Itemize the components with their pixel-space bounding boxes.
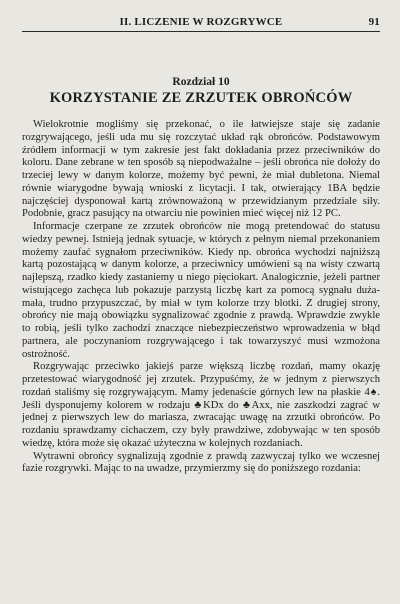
- body-text: [22, 119, 380, 476]
- paragraph: Wytrawni obrońcy sygnalizują zgodnie z prawdą zazwyczaj tylko we wczesnej fazie rozgrywki. Mając to na uwadze, przymierzmy się do poniższego rozdania:: [22, 450, 380, 475]
- running-header: [22, 16, 380, 32]
- paragraph: Informacje czerpane ze zrzutek obrońców nie mogą pretendować do statusu wiedzy pewnej. Istnieją jednak sytuacje, w których z pełnym niemal przekonaniem możemy zaufać sygnałom przeciwników. Kiedy np. obrońca wychodzi najniższą kartą pozostającą w danym kolorze, a przeciwnicy umówieni są na wisty czwartą najlepszą, rzadko kiedy zastaniemy u niego pięciokart. Analogicznie, jeżeli partner wistującego zachęca lub pokazuje parzystą liczbę kart za pomocą sygnału duża-mała, trudno przypuszczać, by miał w tym kolorze trzy blotki. Z drugiej strony, obrońcy nie mają obowiązku sygnalizować zgodnie z prawdą. Wprawdzie zwykle to robią, jeśli tylko zachodzi znaczące niebezpieczeństwo wprowadzenia w błąd partnera, ale poczynaniom rozgrywającego i tak towarzyszyć musi wzmożona ostrożność.: [22, 221, 380, 360]
- chapter-label: Rozdział 10: [172, 76, 230, 88]
- page-number: 91: [368, 16, 380, 28]
- section-title: II. LICZENIE W ROZGRYWCE: [119, 16, 283, 28]
- chapter-title: KORZYSTANIE ZE ZRZUTEK OBROŃCÓW: [49, 90, 353, 106]
- paragraph: Wielokrotnie mogliśmy się przekonać, o ile łatwiejsze staje się zadanie rozgrywającego, jeśli uda mu się rozczytać układ rąk obrońców. Podstawowym źródłem informacji w tym zakresie jest fakt dokładania przez przeciwników do koloru. Dane zebrane w ten sposób są niepodważalne – jeśli obrońca nie dołoży do trzeciej lewy w danym kolorze, możemy być pewni, że miał dubletona. Niemal równie wiarygodne bywają wnioski z licytacji. I tak, otwierający 1BA będzie najczęściej dysponował kartą zrównoważoną w przewidzianym przedziale siły. Podobnie, gracz pasujący na otwarciu nie powinien mieć więcej niż 12 PC.: [22, 119, 380, 220]
- paragraph: Rozgrywając przeciwko jakiejś parze większą liczbę rozdań, mamy okazję przetestować wiarygodność jej zrzutek. Przypuśćmy, że w jednym z pierwszych rozdań staliśmy się rozgrywającym. Mamy jedenaście górnych lew na płaskie 4♠. Jeśli dysponujemy kolorem w rodzaju ♣KDx do ♣Axx, nie zaszkodzi zagrać w jednej z pierwszych lew do mariasza, zwracając uwagę na zrzutki obrońców. Po rozdaniu sprawdzamy cichaczem, czy były prawdziwe, zdobywając w ten sposób wiedzę, która może się okazać użyteczna w kolejnych rozdaniach.: [22, 361, 380, 449]
